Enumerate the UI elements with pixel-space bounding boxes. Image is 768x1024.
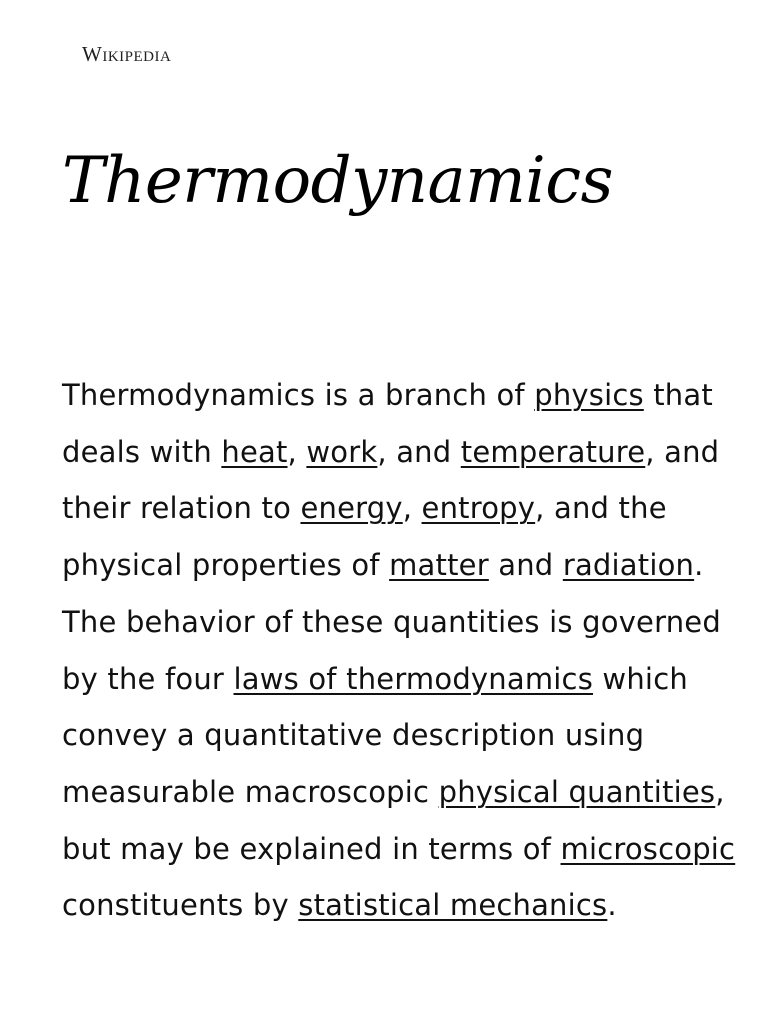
paragraph-line xyxy=(62,821,736,878)
page-title: Thermodynamics xyxy=(62,144,613,218)
text-run: , xyxy=(402,491,422,526)
text-run: . xyxy=(694,548,704,583)
text-run: Thermodynamics is a branch of xyxy=(62,378,535,412)
link-entropy[interactable]: entropy xyxy=(421,491,536,526)
link-work[interactable]: work xyxy=(306,434,378,469)
paragraph-line xyxy=(62,594,721,651)
text-run: but may be explained in terms of xyxy=(62,831,561,866)
link-matter[interactable]: matter xyxy=(389,548,489,583)
text-run: constituents by xyxy=(62,888,299,923)
link-radiation[interactable]: radiation xyxy=(562,548,695,583)
link-physics[interactable]: physics xyxy=(534,378,644,412)
link-physical-quantities[interactable]: physical quantities xyxy=(438,774,716,809)
paragraph-line xyxy=(62,877,712,934)
text-run: measurable macroscopic xyxy=(62,774,439,809)
text-run: , xyxy=(287,434,307,469)
text-run: . xyxy=(607,888,617,923)
article-intro-paragraph xyxy=(62,367,736,934)
link-statistical-mechanics[interactable]: statistical mechanics xyxy=(298,888,608,923)
text-run: that xyxy=(643,378,713,412)
link-microscopic[interactable]: microscopic xyxy=(560,831,736,866)
paragraph-line xyxy=(62,651,712,708)
paragraph-line xyxy=(62,537,712,594)
wikipedia-logo[interactable]: Wikipedia xyxy=(82,42,172,66)
text-run: and xyxy=(488,548,563,583)
paragraph-line xyxy=(62,707,712,764)
paragraph-line xyxy=(62,424,720,481)
link-heat[interactable]: heat xyxy=(221,434,288,469)
text-run: by the four xyxy=(62,661,234,696)
text-run: , and the xyxy=(535,491,667,526)
paragraph-line xyxy=(62,764,725,821)
text-run: , xyxy=(715,774,725,809)
paragraph-line xyxy=(62,480,712,537)
text-run: physical properties of xyxy=(62,548,390,583)
text-run: , and xyxy=(645,434,720,469)
text-run: their relation to xyxy=(62,491,301,526)
text-run: , and xyxy=(377,434,461,469)
link-energy[interactable]: energy xyxy=(300,491,403,526)
text-run: deals with xyxy=(62,434,222,469)
link-temperature[interactable]: temperature xyxy=(460,434,646,469)
paragraph-line xyxy=(62,367,712,424)
link-laws-of-thermodynamics[interactable]: laws of thermodynamics xyxy=(233,661,594,696)
text-run: convey a quantitative description using xyxy=(62,718,645,753)
text-run: which xyxy=(593,661,688,696)
text-run: The behavior of these quantities is governed xyxy=(62,604,721,639)
